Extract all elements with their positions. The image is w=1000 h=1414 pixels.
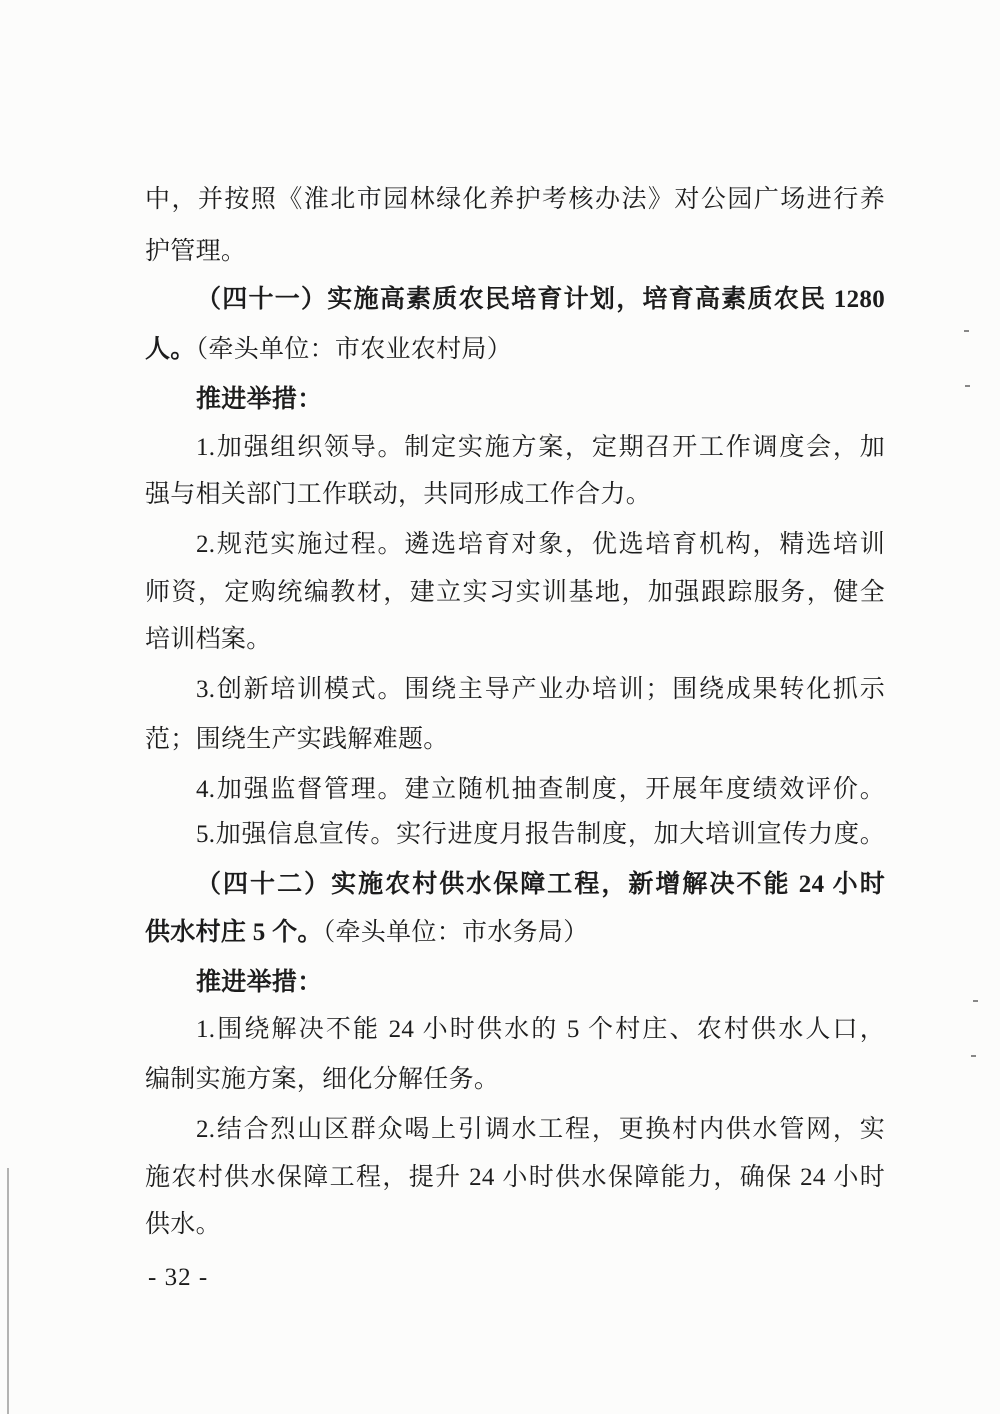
task-41-measure-2-line-2: 师资，定购统编教材，建立实习实训基地，加强跟踪服务，健全 xyxy=(145,579,885,606)
scan-mark xyxy=(964,330,969,332)
task-41-lead-unit: （牵头单位：市农业农村局） xyxy=(195,336,513,363)
task-42-lead-unit: （牵头单位：市水务局） xyxy=(322,919,589,946)
task-41-heading-line-2 xyxy=(145,333,885,367)
task-41-measure-1-line-1: 1.加强组织领导。制定实施方案，定期召开工作调度会，加 xyxy=(196,434,885,461)
task-42-measure-1-line-2: 编制实施方案，细化分解任务。 xyxy=(145,1066,500,1093)
task-42-heading-tail: 供水村庄 5 个。 xyxy=(145,919,323,946)
task-41-heading-tail: 人。 xyxy=(145,336,196,363)
task-42-heading-line-2 xyxy=(145,916,885,950)
task-41-heading-line-1: （四十一）实施高素质农民培育计划，培育高素质农民 1280 xyxy=(196,286,885,313)
task-41-measure-4-line-1: 4.加强监督管理。建立随机抽查制度，开展年度绩效评价。 xyxy=(196,776,885,803)
task-41-measure-2-line-3: 培训档案。 xyxy=(145,626,272,653)
scan-edge-line xyxy=(7,1168,9,1414)
scan-mark xyxy=(973,1000,978,1002)
task-41-measure-3-line-1: 3.创新培训模式。围绕主导产业办培训；围绕成果转化抓示 xyxy=(196,676,885,703)
continuation-line-2: 护管理。 xyxy=(145,238,247,265)
task-42-heading-line-1: （四十二）实施农村供水保障工程，新增解决不能 24 小时 xyxy=(196,871,885,898)
task-41-measures-label: 推进举措： xyxy=(196,386,323,413)
continuation-line-1: 中，并按照《淮北市园林绿化养护考核办法》对公园广场进行养 xyxy=(145,186,885,213)
scan-mark xyxy=(971,1055,976,1057)
task-41-measure-2-line-1: 2.规范实施过程。遴选培育对象，优选培育机构，精选培训 xyxy=(196,531,885,558)
task-42-measure-2-line-3: 供水。 xyxy=(145,1211,221,1238)
task-42-measure-2-line-1: 2.结合烈山区群众喝上引调水工程，更换村内供水管网，实 xyxy=(196,1116,885,1143)
task-41-measure-5-line-1: 5.加强信息宣传。实行进度月报告制度，加大培训宣传力度。 xyxy=(196,821,885,848)
task-42-measure-1-line-1: 1.围绕解决不能 24 小时供水的 5 个村庄、农村供水人口， xyxy=(196,1016,885,1043)
task-41-measure-3-line-2: 范；围绕生产实践解难题。 xyxy=(145,726,449,753)
scan-mark xyxy=(965,385,970,387)
task-42-measures-label: 推进举措： xyxy=(196,969,323,996)
page-number: - 32 - xyxy=(148,1264,209,1291)
task-42-measure-2-line-2: 施农村供水保障工程，提升 24 小时供水保障能力，确保 24 小时 xyxy=(145,1164,885,1191)
task-41-measure-1-line-2: 强与相关部门工作联动，共同形成工作合力。 xyxy=(145,481,652,508)
